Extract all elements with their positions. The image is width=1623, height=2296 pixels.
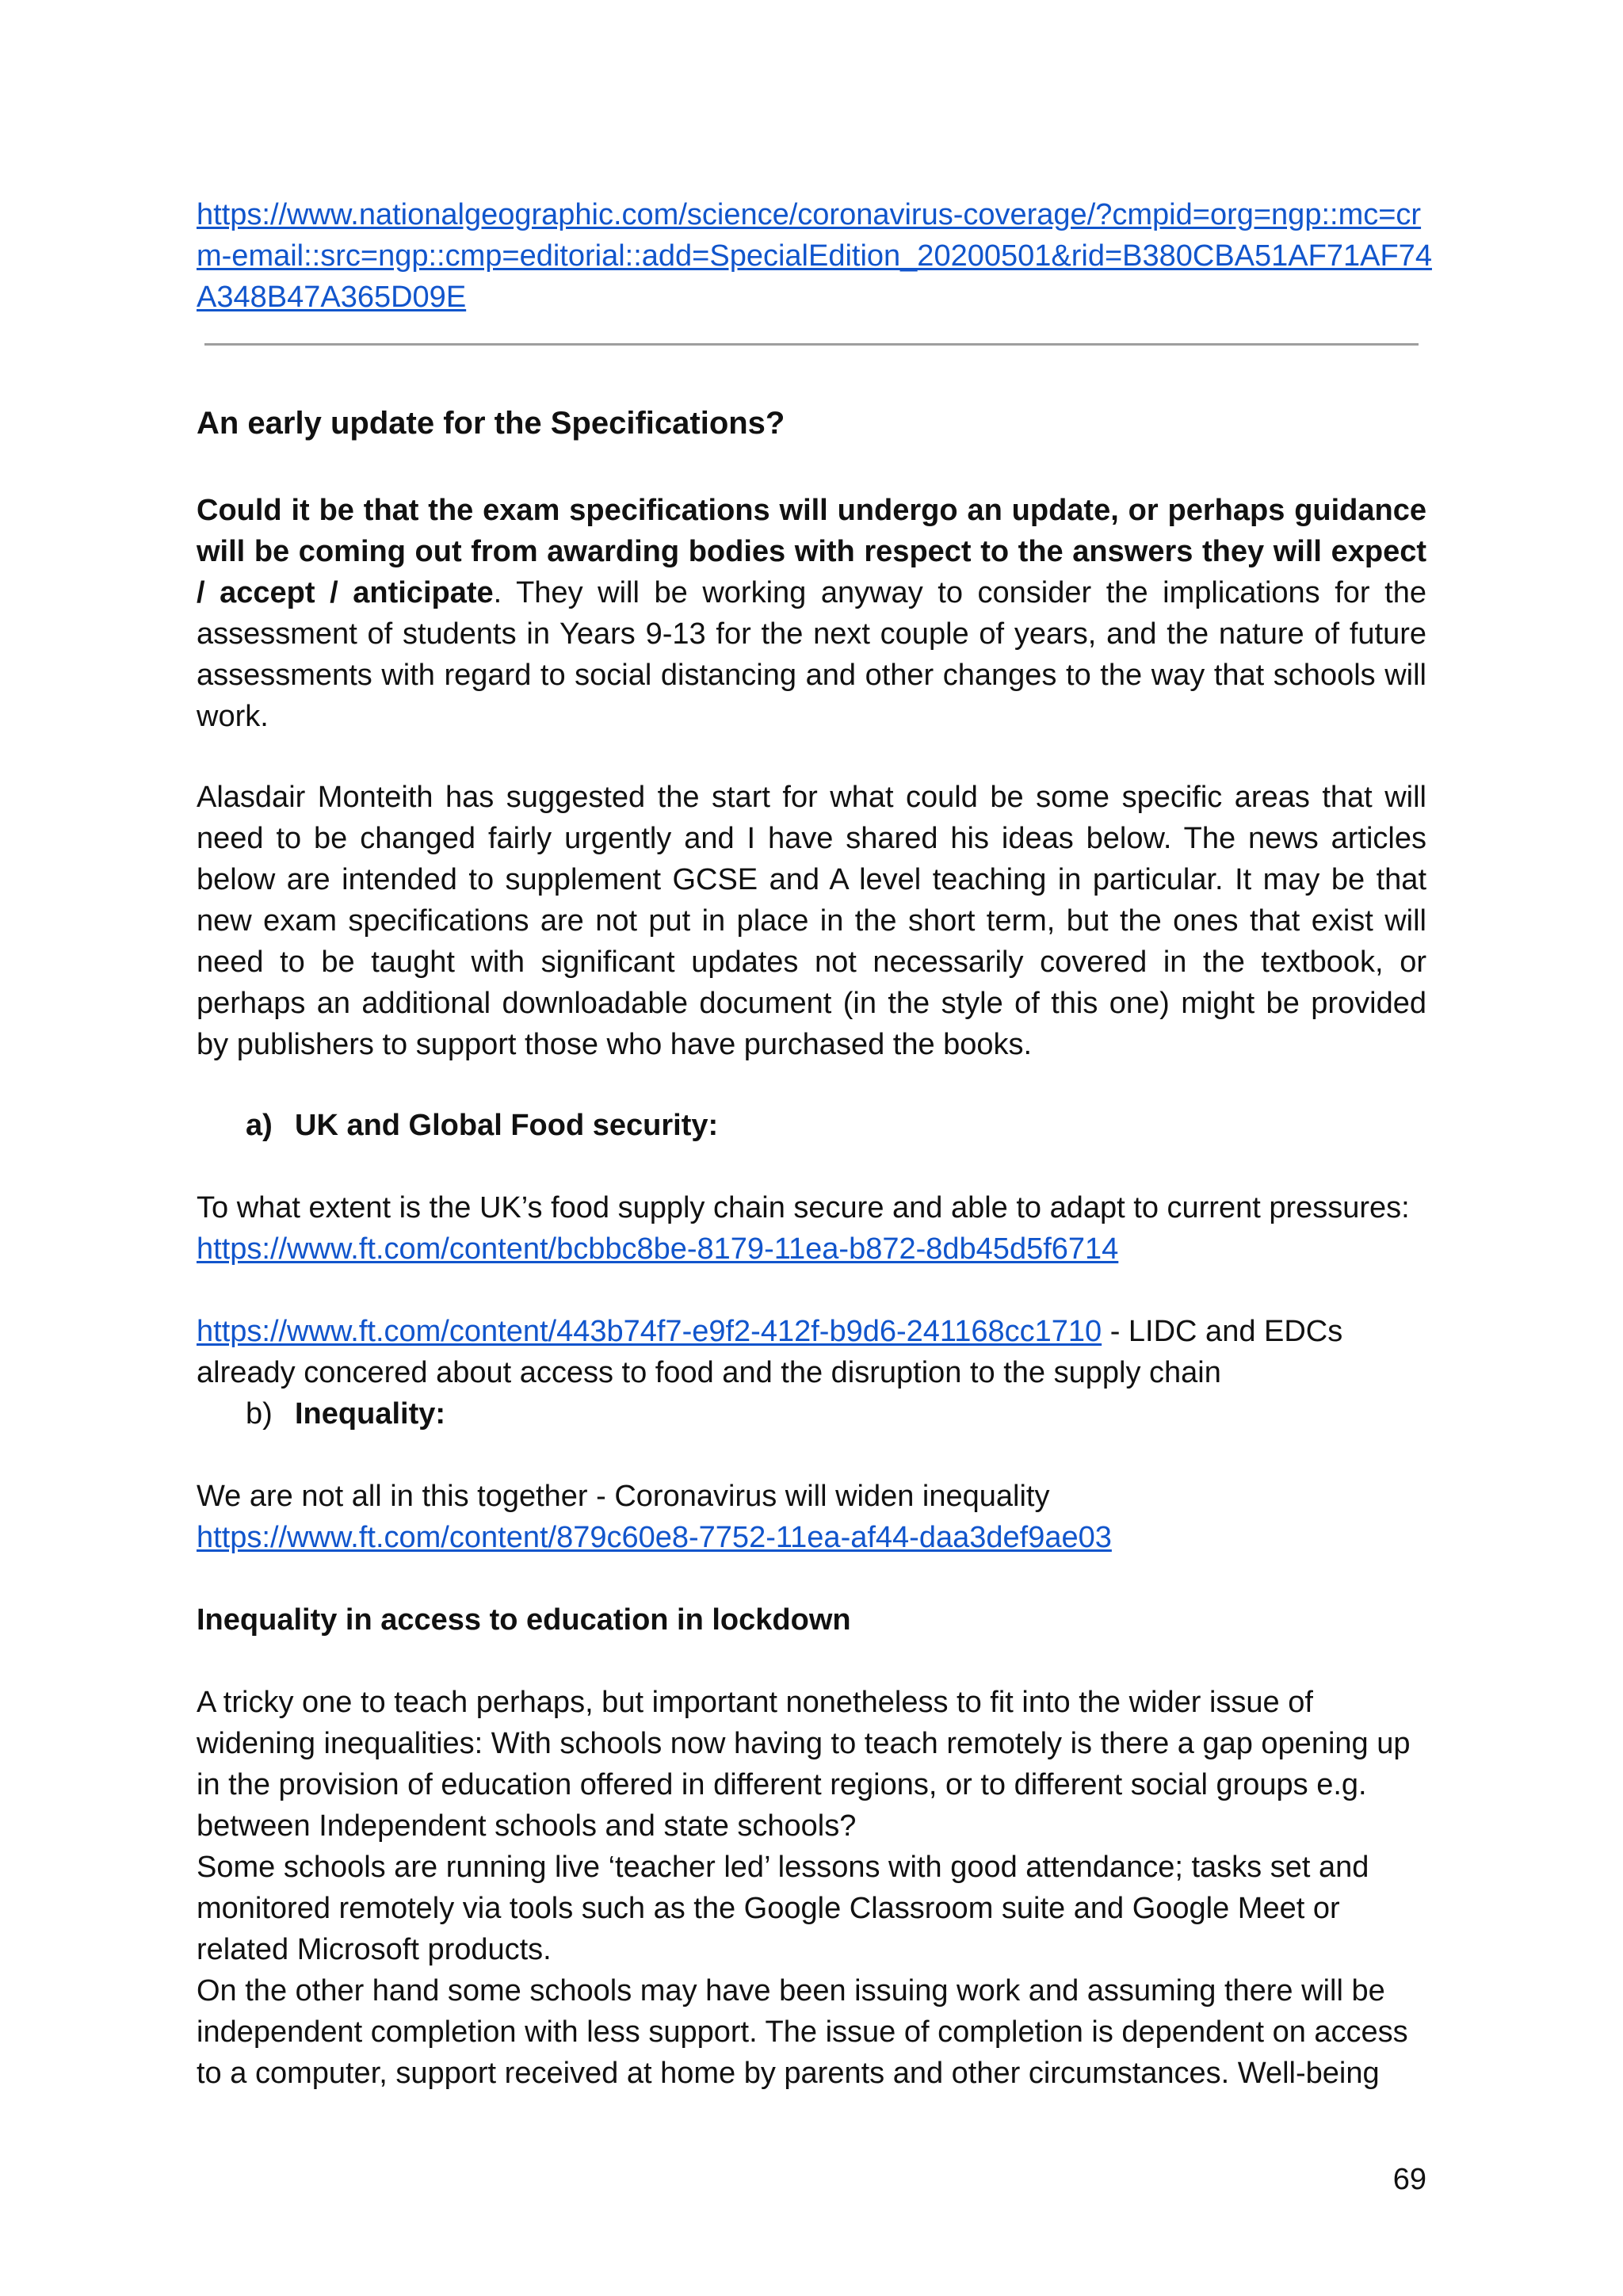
national-geographic-link-line-3[interactable]: A348B47A365D09E	[197, 281, 467, 314]
food-supply-text: To what extent is the UK’s food supply chain secure and able to adapt to current pressures:	[197, 1191, 1410, 1224]
list-marker-a: a)	[246, 1109, 273, 1142]
education-line-1: A tricky one to teach perhaps, but important nonetheless to fit into the wider issue of	[197, 1686, 1313, 1719]
intro-paragraph	[197, 490, 1426, 737]
education-line-3: in the provision of education offered in different regions, or to different social groups e.g.	[197, 1768, 1367, 1801]
education-line-8: On the other hand some schools may have been issuing work and assuming there will be	[197, 1974, 1385, 2008]
section-title: An early update for the Specifications?	[197, 406, 785, 441]
ft-lidc-link[interactable]: https://www.ft.com/content/443b74f7-e9f2-412f-b9d6-241168cc1710	[197, 1315, 1102, 1348]
monteith-paragraph: Alasdair Monteith has suggested the start for what could be some specific areas that will need to be changed fairly urgently and I have shared his ideas below. The news articles below are intended to supplement GCSE and A level teaching in particular. It may be that new exam specifications are not put in place in the short term, but the ones that exist will need to be taught with significant updates not necessarily covered in the textbook, or perhaps an additional downloadable document (in the style of this one) might be provided by publishers to support those who have purchased the books.	[197, 781, 1426, 1061]
lidc-text-after-link: - LIDC and EDCs	[1102, 1315, 1343, 1348]
food-supply-paragraph	[197, 1187, 1426, 1270]
education-line-10: to a computer, support received at home by parents and other circumstances. Well-being	[197, 2057, 1380, 2090]
education-line-6: monitored remotely via tools such as the Google Classroom suite and Google Meet or	[197, 1892, 1340, 1925]
list-label-inequality: Inequality:	[295, 1397, 446, 1431]
horizontal-divider	[204, 343, 1419, 346]
list-item-a	[246, 1105, 718, 1146]
list-item-b	[246, 1393, 445, 1435]
list-marker-b: b)	[246, 1397, 273, 1431]
education-line-9: independent completion with less support. The issue of completion is dependent on access	[197, 2015, 1408, 2049]
national-geographic-link-line-1[interactable]: https://www.nationalgeographic.com/science/coronavirus-coverage/?cmpid=org=ngp::mc=cr	[197, 198, 1422, 231]
top-link[interactable]	[197, 194, 1433, 318]
intro-rest-text: . They will be working anyway to consider the implications for the assessment of students in Years 9-13 for the next couple of years, and the nature of future assessments with regard to social distancing and other changes to the way that schools will work.	[197, 576, 1426, 733]
lidc-paragraph	[197, 1311, 1426, 1393]
education-line-5: Some schools are running live ‘teacher led’ lessons with good attendance; tasks set and	[197, 1851, 1369, 1884]
education-line-7: related Microsoft products.	[197, 1933, 552, 1966]
ft-inequality-link[interactable]: https://www.ft.com/content/879c60e8-7752-11ea-af44-daa3def9ae03	[197, 1521, 1112, 1554]
ft-food-supply-link[interactable]: https://www.ft.com/content/bcbbc8be-8179-11ea-b872-8db45d5f6714	[197, 1232, 1119, 1266]
inequality-text: We are not all in this together - Coronavirus will widen inequality	[197, 1480, 1050, 1513]
education-heading: Inequality in access to education in lockdown	[197, 1603, 851, 1637]
intro-bold-text: Could it be that the exam specifications will undergo an update, or perhaps guidance will be coming out from awarding bodies with respect to the answers they will expect / accept / anticipate	[197, 494, 1426, 609]
lidc-line-2: already concered about access to food and the disruption to the supply chain	[197, 1356, 1221, 1389]
education-paragraph	[197, 1682, 1426, 2094]
inequality-paragraph	[197, 1476, 1426, 1558]
education-line-2: widening inequalities: With schools now having to teach remotely is there a gap opening up	[197, 1727, 1411, 1760]
national-geographic-link-line-2[interactable]: m-email::src=ngp::cmp=editorial::add=SpecialEdition_20200501&rid=B380CBA51AF71AF74	[197, 239, 1432, 273]
education-line-4: between Independent schools and state schools?	[197, 1809, 857, 1843]
list-label-food-security: UK and Global Food security:	[295, 1109, 719, 1142]
page-number: 69	[1392, 2163, 1426, 2196]
